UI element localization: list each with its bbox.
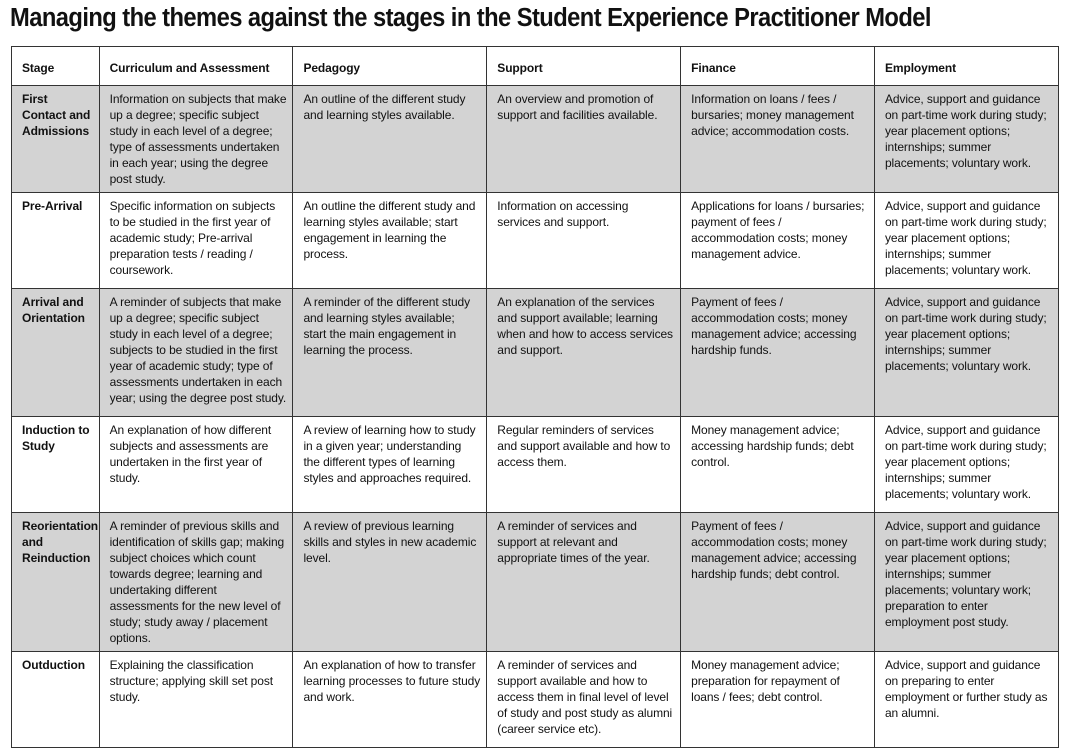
table-row (12, 86, 1059, 193)
pedagogy-cell: A review of learning how to study in a given year; understanding the different types of learning styles and approaches required. (293, 417, 487, 513)
stage-cell: Induction to Study (12, 417, 100, 513)
support-cell: An explanation of the services and support available; learning when and how to access services and support. (487, 289, 681, 417)
table-row (12, 417, 1059, 513)
header-pedagogy: Pedagogy (293, 47, 487, 86)
employment-cell: Advice, support and guidance on part-time work during study; year placement options; internships; summer placements; voluntary work; preparation to enter employment post study. (874, 513, 1058, 652)
pedagogy-cell: An explanation of how to transfer learning processes to future study and work. (293, 652, 487, 748)
themes-stages-table (11, 46, 1059, 748)
support-cell: Regular reminders of services and support available and how to access them. (487, 417, 681, 513)
finance-cell: Payment of fees / accommodation costs; money management advice; accessing hardship funds; debt control. (681, 513, 875, 652)
pedagogy-cell: An outline of the different study and learning styles available. (293, 86, 487, 193)
pedagogy-cell: A review of previous learning skills and styles in new academic level. (293, 513, 487, 652)
curriculum-cell: A reminder of previous skills and identification of skills gap; making subject choices which count towards degree; learning and undertaking different assessments for the new level of study; study away / placement options. (99, 513, 293, 652)
pedagogy-cell: A reminder of the different study and learning styles available; start the main engagement in learning the process. (293, 289, 487, 417)
stage-cell: Pre-Arrival (12, 193, 100, 289)
finance-cell: Applications for loans / bursaries; payment of fees / accommodation costs; money management advice. (681, 193, 875, 289)
finance-cell: Payment of fees / accommodation costs; money management advice; accessing hardship funds. (681, 289, 875, 417)
finance-cell: Information on loans / fees / bursaries; money management advice; accommodation costs. (681, 86, 875, 193)
curriculum-cell: An explanation of how different subjects and assessments are undertaken in the first year of study. (99, 417, 293, 513)
stage-cell: Arrival and Orientation (12, 289, 100, 417)
employment-cell: Advice, support and guidance on part-time work during study; year placement options; internships; summer placements; voluntary work. (874, 289, 1058, 417)
support-cell: A reminder of services and support available and how to access them in final level of level of study and post study as alumni (career service etc). (487, 652, 681, 748)
finance-cell: Money management advice; preparation for repayment of loans / fees; debt control. (681, 652, 875, 748)
support-cell: An overview and promotion of support and facilities available. (487, 86, 681, 193)
stage-cell: Outduction (12, 652, 100, 748)
curriculum-cell: Explaining the classification structure; applying skill set post study. (99, 652, 293, 748)
employment-cell: Advice, support and guidance on part-time work during study; year placement options; internships; summer placements; voluntary work. (874, 417, 1058, 513)
header-employment: Employment (874, 47, 1058, 86)
support-cell: Information on accessing services and support. (487, 193, 681, 289)
pedagogy-cell: An outline the different study and learning styles available; start engagement in learning the process. (293, 193, 487, 289)
page-title: Managing the themes against the stages in the Student Experience Practitioner Model (10, 4, 931, 32)
stage-cell: First Contact and Admissions (12, 86, 100, 193)
curriculum-cell: Information on subjects that make up a degree; specific subject study in each level of a degree; type of assessments undertaken in each year; using the degree post study. (99, 86, 293, 193)
table-header-row (12, 47, 1059, 86)
employment-cell: Advice, support and guidance on preparing to enter employment or further study as an alumni. (874, 652, 1058, 748)
table-row (12, 513, 1059, 652)
header-stage: Stage (12, 47, 100, 86)
curriculum-cell: Specific information on subjects to be studied in the first year of academic study; Pre-arrival preparation tests / reading / coursework. (99, 193, 293, 289)
table-row (12, 652, 1059, 748)
table-row (12, 289, 1059, 417)
employment-cell: Advice, support and guidance on part-time work during study; year placement options; internships; summer placements; voluntary work. (874, 86, 1058, 193)
curriculum-cell: A reminder of subjects that make up a degree; specific subject study in each level of a degree; subjects to be studied in the first year of academic study; type of assessments undertaken in each year; using the degree post study. (99, 289, 293, 417)
stage-cell: Reorientation and Reinduction (12, 513, 100, 652)
header-curriculum: Curriculum and Assessment (99, 47, 293, 86)
header-finance: Finance (681, 47, 875, 86)
header-support: Support (487, 47, 681, 86)
table-row (12, 193, 1059, 289)
employment-cell: Advice, support and guidance on part-time work during study; year placement options; internships; summer placements; voluntary work. (874, 193, 1058, 289)
finance-cell: Money management advice; accessing hardship funds; debt control. (681, 417, 875, 513)
support-cell: A reminder of services and support at relevant and appropriate times of the year. (487, 513, 681, 652)
